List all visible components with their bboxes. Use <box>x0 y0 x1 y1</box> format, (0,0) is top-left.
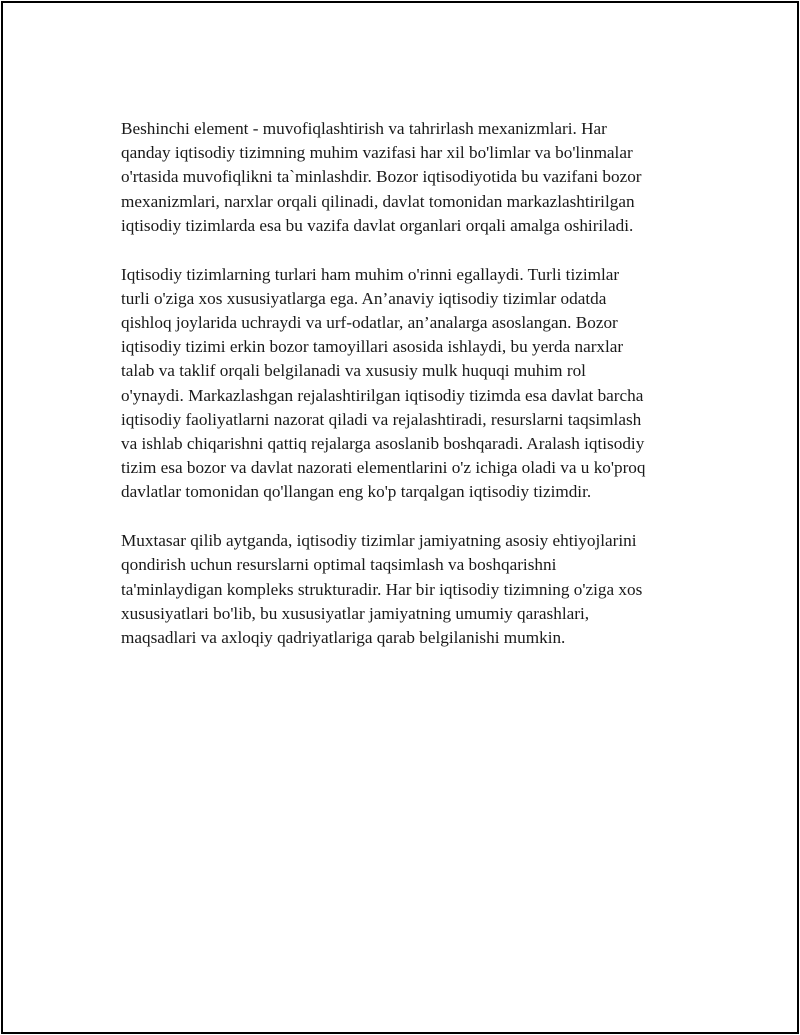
page-frame <box>1 1 799 1034</box>
paragraph-summary: Muxtasar qilib aytganda, iqtisodiy tizimlar jamiyatning asosiy ehtiyojlarini qondirish uchun resurslarni optimal taqsimlash va boshqarishni ta'minlaydigan kompleks strukturadir. Har bir iqtisodiy tizimning o'ziga xos xususiyatlari bo'lib, bu xususiyatlar jamiyatning umumiy qarashlari, maqsadlari va axloqiy qadriyatlariga qarab belgilanishi mumkin. <box>121 531 643 648</box>
paragraph-system-types: Iqtisodiy tizimlarning turlari ham muhim o'rinni egallaydi. Turli tizimlar turli o'ziga xos xususiyatlarga ega. An’anaviy iqtisodiy tizimlar odatda qishloq joylarida uchraydi va urf-odatlar, an’analarga asoslangan. Bozor iqtisodiy tizimi erkin bozor tamoyillari asosida ishlaydi, bu yerda narxlar talab va taklif orqali belgilanadi va xususiy mulk huquqi muhim rol o'ynaydi. Markazlashgan rejalashtirilgan iqtisodiy tizimda esa davlat barcha iqtisodiy faoliyatlarni nazorat qiladi va rejalashtiradi, resurslarni taqsimlash va ishlab chiqarishni qattiq rejalarga asoslanib boshqaradi. Aralash iqtisodiy tizim esa bozor va davlat nazorati elementlarini o'z ichiga oladi va u ko'proq davlatlar tomonidan qo'llangan eng ko'p tarqalgan iqtisodiy tizimdir. <box>121 264 646 502</box>
document-body <box>121 117 691 675</box>
paragraph-coordination-mechanisms: Beshinchi element - muvofiqlashtirish va tahrirlash mexanizmlari. Har qanday iqtisodiy tizimning muhim vazifasi har xil bo'limlar va bo'linmalar o'rtasida muvofiqlikni ta`minlashdir. Bozor iqtisodiyotida bu vazifani bozor mexanizmlari, narxlar orqali qilinadi, davlat tomonidan markazlashtirilgan iqtisodiy tizimlarda esa bu vazifa davlat organlari orqali amalga oshiriladi. <box>121 119 642 235</box>
